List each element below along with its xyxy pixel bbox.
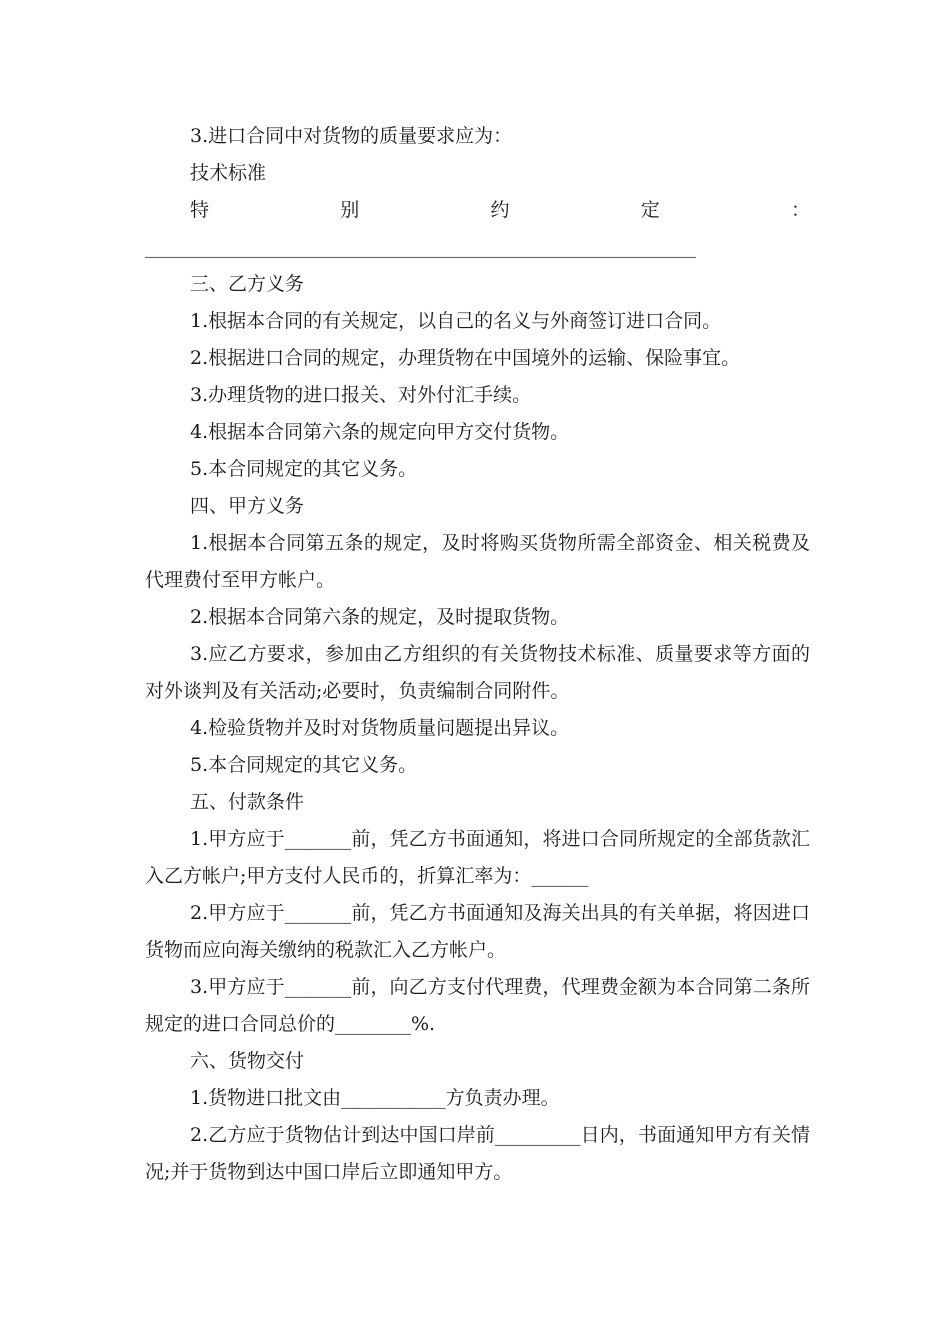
section-heading-payment-terms: 五、付款条件 (190, 791, 305, 813)
section-heading-party-b-obligations: 三、乙方义务 (190, 273, 305, 295)
clause-technical-standard: 技术标准 (190, 162, 267, 184)
section-heading-party-a-obligations: 四、甲方义务 (190, 495, 305, 517)
clause-quality-requirement: 3.进口合同中对货物的质量要求应为： (190, 125, 513, 147)
clause-special-agreement: 特别约定：__________________________________________________________ (145, 199, 810, 258)
contract-body (145, 118, 810, 1191)
clause-a-4: 4.检验货物并及时对货物质量问题提出异议。 (190, 717, 570, 739)
clause-b-2: 2.根据进口合同的规定，办理货物在中国境外的运输、保险事宜。 (190, 347, 741, 369)
clause-b-5: 5.本合同规定的其它义务。 (190, 458, 418, 480)
clause-payment-3: 3.甲方应于_______前，向乙方支付代理费，代理费金额为本合同第二条所规定的进口合同总价的________%. (145, 976, 810, 1035)
clause-b-1: 1.根据本合同的有关规定，以自己的名义与外商签订进口合同。 (190, 310, 722, 332)
clause-payment-2: 2.甲方应于_______前，凭乙方书面通知及海关出具的有关单据，将因进口货物而应向海关缴纳的税款汇入乙方帐户。 (145, 902, 810, 961)
clause-delivery-2: 2.乙方应于货物估计到达中国口岸前_________日内，书面通知甲方有关情况;并于货物到达中国口岸后立即通知甲方。 (145, 1124, 810, 1183)
clause-a-3: 3.应乙方要求，参加由乙方组织的有关货物技术标准、质量要求等方面的对外谈判及有关活动;必要时，负责编制合同附件。 (145, 643, 810, 702)
clause-a-2: 2.根据本合同第六条的规定，及时提取货物。 (190, 606, 570, 628)
clause-payment-1: 1.甲方应于_______前，凭乙方书面通知，将进口合同所规定的全部货款汇入乙方帐户;甲方支付人民币的，折算汇率为：______ (145, 828, 810, 887)
clause-b-3: 3.办理货物的进口报关、对外付汇手续。 (190, 384, 532, 406)
clause-b-4: 4.根据本合同第六条的规定向甲方交付货物。 (190, 421, 570, 443)
clause-delivery-1: 1.货物进口批文由___________方负责办理。 (190, 1087, 560, 1109)
clause-a-1: 1.根据本合同第五条的规定，及时将购买货物所需全部资金、相关税费及代理费付至甲方帐户。 (145, 532, 810, 591)
section-heading-delivery: 六、货物交付 (190, 1050, 305, 1072)
clause-a-5: 5.本合同规定的其它义务。 (190, 754, 418, 776)
